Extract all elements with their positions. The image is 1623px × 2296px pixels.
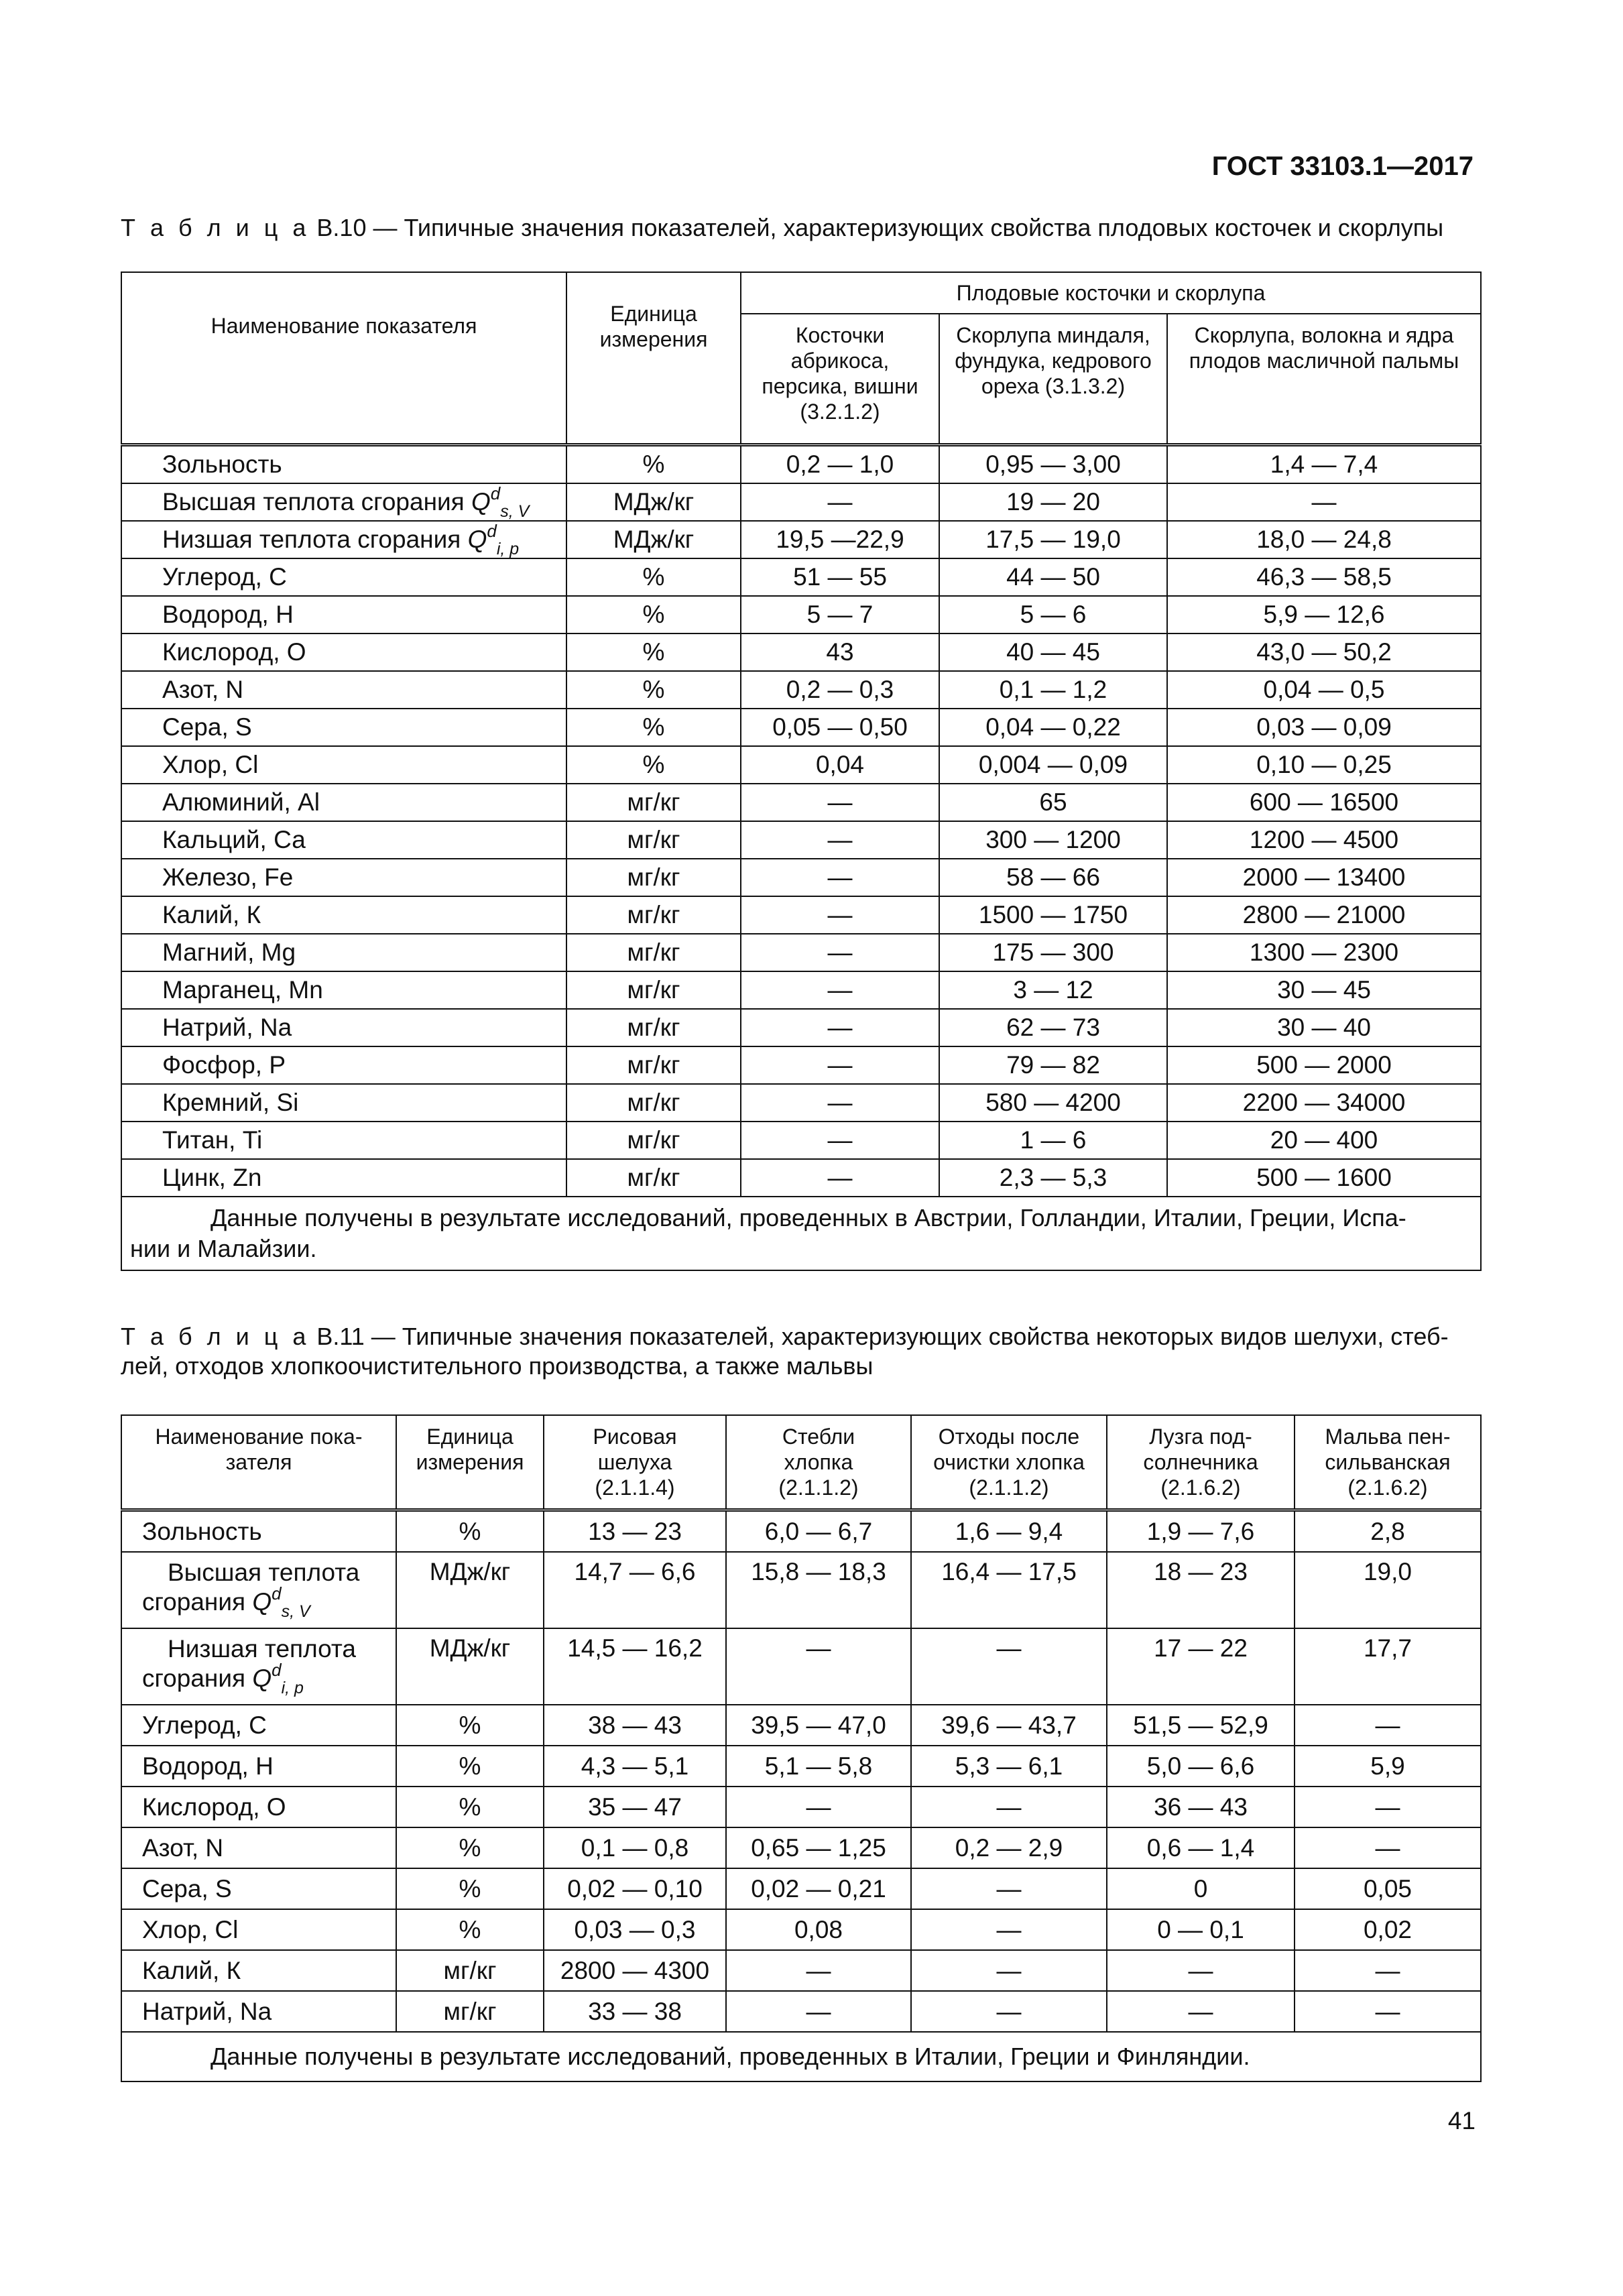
value-cell: 19 — 20 xyxy=(939,483,1167,521)
value-cell: 0,02 xyxy=(1295,1909,1481,1950)
indicator-name: Зольность xyxy=(162,450,282,478)
indicator-name: Кремний, Si xyxy=(162,1089,299,1116)
value-cell: 14,7 — 6,6 xyxy=(544,1552,726,1628)
indicator-name-cell xyxy=(121,784,566,821)
table-row xyxy=(121,1046,1481,1084)
value-cell: — xyxy=(741,1084,939,1122)
indicator-name: Водород, Н xyxy=(142,1752,274,1780)
value-cell: — xyxy=(741,1122,939,1159)
unit-cell: % xyxy=(566,445,741,484)
value-cell: 16,4 — 17,5 xyxy=(911,1552,1107,1628)
indicator-name: Марганец, Mn xyxy=(162,976,323,1004)
table-row xyxy=(121,859,1481,896)
value-cell: 36 — 43 xyxy=(1107,1787,1295,1827)
indicator-name: Углерод, С xyxy=(142,1711,267,1739)
unit-cell: % xyxy=(396,1909,544,1950)
table-row xyxy=(121,934,1481,971)
value-cell: 5,0 — 6,6 xyxy=(1107,1746,1295,1787)
value-cell: 18 — 23 xyxy=(1107,1552,1295,1628)
indicator-name: Натрий, Na xyxy=(142,1997,272,2025)
group-header: Плодовые косточки и скорлупа xyxy=(741,272,1481,314)
table-row xyxy=(121,1827,1481,1868)
table-row xyxy=(121,1159,1481,1197)
table-row xyxy=(121,1628,1481,1705)
unit-cell: мг/кг xyxy=(396,1950,544,1991)
indicator-name-cell xyxy=(121,596,566,633)
indicator-name-cell xyxy=(121,859,566,896)
heat-symbol-subscript: s, V xyxy=(500,502,530,521)
value-cell: 0,03 — 0,09 xyxy=(1167,709,1481,746)
heat-symbol: Q xyxy=(471,488,491,516)
value-cell: 5,3 — 6,1 xyxy=(911,1746,1107,1787)
value-cell: 500 — 2000 xyxy=(1167,1046,1481,1084)
unit-cell: % xyxy=(566,671,741,709)
subcol-header-2: Скорлупа миндаля, фундука, кедрового ореха (3.1.3.2) xyxy=(939,314,1167,445)
value-cell: — xyxy=(1295,1950,1481,1991)
table-10-caption xyxy=(121,213,1482,243)
table-row xyxy=(121,971,1481,1009)
caption-text-line2: лей, отходов хлопкоочистительного производства, а также мальвы xyxy=(121,1352,874,1380)
indicator-name-cell xyxy=(121,1510,396,1553)
indicator-name: Цинк, Zn xyxy=(162,1164,262,1191)
heat-symbol: Q xyxy=(467,526,487,553)
indicator-name-cell xyxy=(121,1950,396,1991)
indicator-name: Высшая теплота сгорания xyxy=(162,488,465,516)
heat-symbol-subscript: i, p xyxy=(496,540,520,558)
indicator-name-cell xyxy=(121,1787,396,1827)
table-10 xyxy=(121,271,1482,1271)
value-cell: — xyxy=(1295,1787,1481,1827)
indicator-name: Зольность xyxy=(142,1517,262,1545)
column-header: Отходы после очистки хлопка (2.1.1.2) xyxy=(911,1415,1107,1510)
col-unit-header: Единица измерения xyxy=(566,272,741,445)
table-row xyxy=(121,821,1481,859)
unit-cell: мг/кг xyxy=(396,1991,544,2032)
value-cell: 58 — 66 xyxy=(939,859,1167,896)
unit-cell: % xyxy=(566,633,741,671)
indicator-name-cell xyxy=(121,1827,396,1868)
value-cell: 5,1 — 5,8 xyxy=(726,1746,911,1787)
value-cell: 4,3 — 5,1 xyxy=(544,1746,726,1787)
heat-symbol-subscript: s, V xyxy=(281,1602,310,1621)
value-cell: — xyxy=(911,1991,1107,2032)
caption-label: Т а б л и ц а xyxy=(121,1323,310,1350)
indicator-name-cell xyxy=(121,934,566,971)
value-cell: 43,0 — 50,2 xyxy=(1167,633,1481,671)
table-note xyxy=(121,1197,1481,1270)
value-cell: — xyxy=(1295,1991,1481,2032)
indicator-name-cell xyxy=(121,821,566,859)
heat-symbol-superscript: d xyxy=(272,1660,282,1680)
table-row xyxy=(121,558,1481,596)
value-cell: 62 — 73 xyxy=(939,1009,1167,1046)
table-note-line2: нии и Малайзии. xyxy=(130,1235,317,1262)
value-cell: — xyxy=(741,784,939,821)
indicator-name-cell xyxy=(121,1009,566,1046)
subcol-header-3: Скорлупа, волокна и ядра плодов масличной пальмы xyxy=(1167,314,1481,445)
value-cell: — xyxy=(911,1909,1107,1950)
value-cell: 17,5 — 19,0 xyxy=(939,521,1167,558)
table-note xyxy=(121,2032,1481,2081)
value-cell: 2800 — 4300 xyxy=(544,1950,726,1991)
value-cell: — xyxy=(741,821,939,859)
value-cell: 1300 — 2300 xyxy=(1167,934,1481,971)
indicator-name: Титан, Ti xyxy=(162,1126,263,1154)
value-cell: 500 — 1600 xyxy=(1167,1159,1481,1197)
value-cell: — xyxy=(911,1787,1107,1827)
value-cell: — xyxy=(741,934,939,971)
indicator-name-cell xyxy=(121,1705,396,1746)
indicator-name: Кальций, Са xyxy=(162,826,306,853)
value-cell: — xyxy=(726,1787,911,1827)
value-cell: 0,2 — 2,9 xyxy=(911,1827,1107,1868)
indicator-name-cell xyxy=(121,896,566,934)
indicator-name: Калий, К xyxy=(162,901,261,928)
unit-cell: МДж/кг xyxy=(566,521,741,558)
value-cell: 0,2 — 1,0 xyxy=(741,445,939,484)
column-header: Единица измерения xyxy=(396,1415,544,1510)
indicator-name-cell xyxy=(121,1991,396,2032)
value-cell: — xyxy=(1295,1705,1481,1746)
value-cell: 175 — 300 xyxy=(939,934,1167,971)
value-cell: 30 — 45 xyxy=(1167,971,1481,1009)
value-cell: 0,08 xyxy=(726,1909,911,1950)
indicator-name: Сера, S xyxy=(162,713,252,741)
indicator-name-cell xyxy=(121,558,566,596)
table-note-text: Данные получены в результате исследований, проведенных в Италии, Греции и Финляндии. xyxy=(211,2043,1250,2070)
indicator-name: Углерод, С xyxy=(162,563,287,591)
value-cell: — xyxy=(911,1950,1107,1991)
value-cell: 65 xyxy=(939,784,1167,821)
unit-cell: % xyxy=(396,1787,544,1827)
indicator-name: Сера, S xyxy=(142,1874,232,1902)
indicator-name: Кислород, О xyxy=(162,638,306,666)
value-cell: 51,5 — 52,9 xyxy=(1107,1705,1295,1746)
value-cell: 0,95 — 3,00 xyxy=(939,445,1167,484)
column-header: Лузга под- солнечника (2.1.6.2) xyxy=(1107,1415,1295,1510)
unit-cell: мг/кг xyxy=(566,859,741,896)
heat-symbol-superscript: d xyxy=(487,521,497,541)
value-cell: 0,65 — 1,25 xyxy=(726,1827,911,1868)
unit-cell: мг/кг xyxy=(566,1084,741,1122)
value-cell: 0,05 xyxy=(1295,1868,1481,1909)
value-cell: 2800 — 21000 xyxy=(1167,896,1481,934)
indicator-name-cell xyxy=(121,1909,396,1950)
unit-cell: % xyxy=(396,1746,544,1787)
value-cell: 1200 — 4500 xyxy=(1167,821,1481,859)
heat-symbol-superscript: d xyxy=(272,1583,282,1604)
value-cell: 39,6 — 43,7 xyxy=(911,1705,1107,1746)
value-cell: — xyxy=(741,483,939,521)
value-cell: 51 — 55 xyxy=(741,558,939,596)
indicator-name: Алюминий, Al xyxy=(162,788,320,816)
heat-symbol: Q xyxy=(252,1665,272,1692)
value-cell: 580 — 4200 xyxy=(939,1084,1167,1122)
value-cell: 20 — 400 xyxy=(1167,1122,1481,1159)
indicator-name: Низшая теплота xyxy=(168,1635,356,1663)
value-cell: 1,4 — 7,4 xyxy=(1167,445,1481,484)
value-cell: 13 — 23 xyxy=(544,1510,726,1553)
value-cell: 2200 — 34000 xyxy=(1167,1084,1481,1122)
indicator-name-cell xyxy=(121,1628,396,1705)
table-row xyxy=(121,1746,1481,1787)
table-row xyxy=(121,596,1481,633)
unit-cell: % xyxy=(566,709,741,746)
table-row xyxy=(121,1868,1481,1909)
table-note-row xyxy=(121,2032,1481,2081)
table-row xyxy=(121,1705,1481,1746)
indicator-name: Высшая теплота xyxy=(168,1559,360,1586)
unit-cell: мг/кг xyxy=(566,971,741,1009)
value-cell: — xyxy=(726,1950,911,1991)
caption-text: В.10 — Типичные значения показателей, характеризующих свойства плодовых косточек и скорлупы xyxy=(310,214,1444,241)
value-cell: 38 — 43 xyxy=(544,1705,726,1746)
indicator-name-cell xyxy=(121,445,566,484)
value-cell: 0,03 — 0,3 xyxy=(544,1909,726,1950)
indicator-name-cell xyxy=(121,971,566,1009)
value-cell: 44 — 50 xyxy=(939,558,1167,596)
unit-cell: мг/кг xyxy=(566,821,741,859)
unit-cell: мг/кг xyxy=(566,1159,741,1197)
indicator-name-cell xyxy=(121,1746,396,1787)
indicator-name-cell xyxy=(121,1552,396,1628)
value-cell: — xyxy=(741,1009,939,1046)
table-row xyxy=(121,671,1481,709)
value-cell: 1 — 6 xyxy=(939,1122,1167,1159)
value-cell: 0,05 — 0,50 xyxy=(741,709,939,746)
value-cell: 0,1 — 1,2 xyxy=(939,671,1167,709)
value-cell: 0 — 0,1 xyxy=(1107,1909,1295,1950)
table-row xyxy=(121,784,1481,821)
value-cell: 0 xyxy=(1107,1868,1295,1909)
unit-cell: % xyxy=(566,596,741,633)
indicator-name: Магний, Mg xyxy=(162,939,296,966)
indicator-name-cell xyxy=(121,709,566,746)
value-cell: — xyxy=(741,1159,939,1197)
table-row xyxy=(121,1950,1481,1991)
value-cell: 19,5 —22,9 xyxy=(741,521,939,558)
column-header: Стебли хлопка (2.1.1.2) xyxy=(726,1415,911,1510)
value-cell: 79 — 82 xyxy=(939,1046,1167,1084)
table-row xyxy=(121,1787,1481,1827)
indicator-name: Хлор, Cl xyxy=(162,751,259,778)
indicator-name: Водород, Н xyxy=(162,601,294,628)
table-row xyxy=(121,483,1481,521)
value-cell: 14,5 — 16,2 xyxy=(544,1628,726,1705)
value-cell: 0,04 — 0,5 xyxy=(1167,671,1481,709)
indicator-name-cell xyxy=(121,1046,566,1084)
unit-cell: % xyxy=(396,1827,544,1868)
value-cell: 30 — 40 xyxy=(1167,1009,1481,1046)
value-cell: — xyxy=(1107,1950,1295,1991)
indicator-name: Азот, N xyxy=(162,676,244,703)
indicator-name: Калий, К xyxy=(142,1956,241,1984)
indicator-name: Низшая теплота сгорания xyxy=(162,526,461,553)
heat-symbol: Q xyxy=(252,1588,272,1616)
indicator-name-cell xyxy=(121,483,566,521)
value-cell: — xyxy=(741,971,939,1009)
value-cell: 5,9 — 12,6 xyxy=(1167,596,1481,633)
indicator-name: Кислород, О xyxy=(142,1793,286,1821)
unit-cell: мг/кг xyxy=(566,896,741,934)
subcol-header-1: Косточки абрикоса, персика, вишни (3.2.1.2) xyxy=(741,314,939,445)
value-cell: 0,004 — 0,09 xyxy=(939,746,1167,784)
unit-cell: МДж/кг xyxy=(396,1552,544,1628)
page-number: 41 xyxy=(1447,2107,1476,2134)
indicator-name-line2 xyxy=(142,1583,396,1621)
table-row xyxy=(121,1510,1481,1553)
value-cell: 2000 — 13400 xyxy=(1167,859,1481,896)
indicator-name-cont: сгорания xyxy=(142,1665,246,1692)
table-row xyxy=(121,709,1481,746)
table-11-caption xyxy=(121,1322,1475,1381)
value-cell: 33 — 38 xyxy=(544,1991,726,2032)
heat-symbol-subscript: i, p xyxy=(281,1679,304,1697)
unit-cell: % xyxy=(396,1510,544,1553)
unit-cell: МДж/кг xyxy=(396,1628,544,1705)
unit-cell: % xyxy=(566,746,741,784)
table-row xyxy=(121,1122,1481,1159)
col-name-header: Наименование показателя xyxy=(121,272,566,445)
indicator-name-line2 xyxy=(142,1660,396,1697)
indicator-name-cell xyxy=(121,521,566,558)
value-cell: 2,8 xyxy=(1295,1510,1481,1553)
value-cell: — xyxy=(741,896,939,934)
value-cell: 0,04 — 0,22 xyxy=(939,709,1167,746)
unit-cell: % xyxy=(396,1705,544,1746)
caption-text: В.11 — Типичные значения показателей, характеризующих свойства некоторых видов шелухи, стеб- xyxy=(310,1323,1449,1350)
table-row xyxy=(121,1009,1481,1046)
indicator-name-cell xyxy=(121,633,566,671)
value-cell: — xyxy=(911,1868,1107,1909)
value-cell: 300 — 1200 xyxy=(939,821,1167,859)
value-cell: 0,04 xyxy=(741,746,939,784)
value-cell: — xyxy=(726,1628,911,1705)
value-cell: 35 — 47 xyxy=(544,1787,726,1827)
value-cell: 46,3 — 58,5 xyxy=(1167,558,1481,596)
column-header: Мальва пен- сильванская (2.1.6.2) xyxy=(1295,1415,1481,1510)
unit-cell: МДж/кг xyxy=(566,483,741,521)
unit-cell: мг/кг xyxy=(566,784,741,821)
value-cell: — xyxy=(911,1628,1107,1705)
value-cell: 40 — 45 xyxy=(939,633,1167,671)
value-cell: 0,02 — 0,21 xyxy=(726,1868,911,1909)
table-row xyxy=(121,1909,1481,1950)
value-cell: 0,6 — 1,4 xyxy=(1107,1827,1295,1868)
indicator-name: Хлор, Cl xyxy=(142,1915,239,1943)
value-cell: 18,0 — 24,8 xyxy=(1167,521,1481,558)
value-cell: 0,2 — 0,3 xyxy=(741,671,939,709)
indicator-name: Азот, N xyxy=(142,1833,224,1862)
table-note-row xyxy=(121,1197,1481,1270)
table-row xyxy=(121,445,1481,484)
value-cell: 17 — 22 xyxy=(1107,1628,1295,1705)
indicator-name-cont: сгорания xyxy=(142,1588,246,1616)
value-cell: 600 — 16500 xyxy=(1167,784,1481,821)
caption-label: Т а б л и ц а xyxy=(121,214,310,241)
indicator-name: Фосфор, Р xyxy=(162,1051,286,1079)
indicator-name-cell xyxy=(121,746,566,784)
indicator-name-cell xyxy=(121,1084,566,1122)
indicator-name: Железо, Fe xyxy=(162,863,294,891)
indicator-name-cell xyxy=(121,1159,566,1197)
unit-cell: % xyxy=(566,558,741,596)
value-cell: 43 xyxy=(741,633,939,671)
value-cell: 17,7 xyxy=(1295,1628,1481,1705)
column-header: Наименование пока- зателя xyxy=(121,1415,396,1510)
table-row xyxy=(121,896,1481,934)
value-cell: 5 — 6 xyxy=(939,596,1167,633)
value-cell: — xyxy=(1107,1991,1295,2032)
indicator-name: Натрий, Na xyxy=(162,1014,292,1041)
value-cell: 5 — 7 xyxy=(741,596,939,633)
value-cell: 0,1 — 0,8 xyxy=(544,1827,726,1868)
value-cell: — xyxy=(741,859,939,896)
value-cell: 3 — 12 xyxy=(939,971,1167,1009)
table-row xyxy=(121,1991,1481,2032)
table-row xyxy=(121,1084,1481,1122)
indicator-name-cell xyxy=(121,1868,396,1909)
heat-symbol-superscript: d xyxy=(490,483,501,503)
value-cell: 1,9 — 7,6 xyxy=(1107,1510,1295,1553)
document-id: ГОСТ 33103.1—2017 xyxy=(1211,152,1474,181)
unit-cell: мг/кг xyxy=(566,1009,741,1046)
value-cell: 0,10 — 0,25 xyxy=(1167,746,1481,784)
table-row xyxy=(121,521,1481,558)
value-cell: 1,6 — 9,4 xyxy=(911,1510,1107,1553)
unit-cell: мг/кг xyxy=(566,1122,741,1159)
table-row xyxy=(121,1552,1481,1628)
value-cell: 0,02 — 0,10 xyxy=(544,1868,726,1909)
unit-cell: мг/кг xyxy=(566,934,741,971)
value-cell: — xyxy=(726,1991,911,2032)
indicator-name-cell xyxy=(121,671,566,709)
value-cell: 19,0 xyxy=(1295,1552,1481,1628)
table-11 xyxy=(121,1414,1482,2082)
unit-cell: мг/кг xyxy=(566,1046,741,1084)
value-cell: — xyxy=(741,1046,939,1084)
value-cell: 39,5 — 47,0 xyxy=(726,1705,911,1746)
table-note-line1: Данные получены в результате исследований, проведенных в Австрии, Голландии, Италии, Греции, Испа- xyxy=(211,1204,1406,1231)
table-row xyxy=(121,633,1481,671)
indicator-name-cell xyxy=(121,1122,566,1159)
value-cell: — xyxy=(1167,483,1481,521)
value-cell: 5,9 xyxy=(1295,1746,1481,1787)
value-cell: 2,3 — 5,3 xyxy=(939,1159,1167,1197)
value-cell: 15,8 — 18,3 xyxy=(726,1552,911,1628)
value-cell: 6,0 — 6,7 xyxy=(726,1510,911,1553)
value-cell: 1500 — 1750 xyxy=(939,896,1167,934)
column-header: Рисовая шелуха (2.1.1.4) xyxy=(544,1415,726,1510)
table-row xyxy=(121,746,1481,784)
unit-cell: % xyxy=(396,1868,544,1909)
value-cell: — xyxy=(1295,1827,1481,1868)
